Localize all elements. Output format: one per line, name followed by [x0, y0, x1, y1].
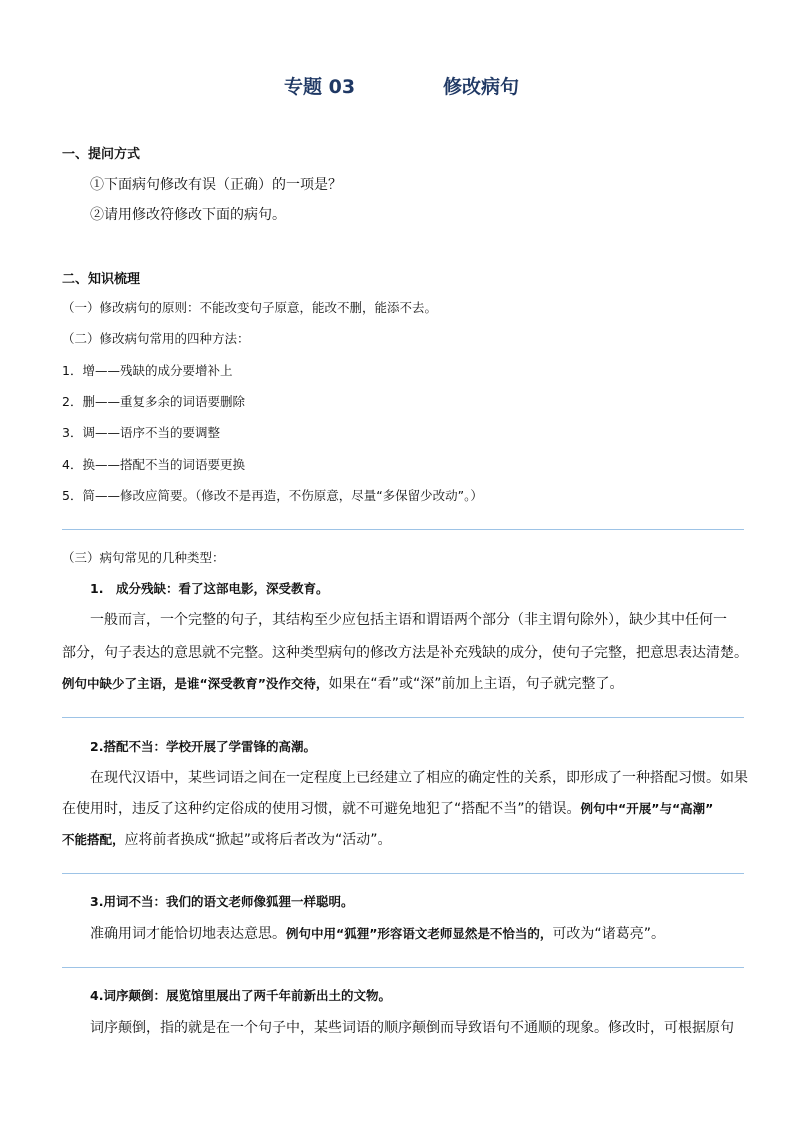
- types-intro: （三）病句常见的几种类型：: [62, 550, 225, 565]
- type3-text: 准确用词才能恰切地表达意思。: [90, 926, 286, 942]
- divider: [62, 967, 744, 968]
- type1-example-note: 例句中缺少了主语，是谁“深受教育”没作交待，: [62, 676, 329, 691]
- method-item: 3．调——语序不当的要调整: [62, 425, 220, 440]
- principle-line: [62, 298, 437, 316]
- type2-heading: 2.搭配不当：学校开展了学雷锋的高潮。: [90, 739, 316, 754]
- method-item: 2．删——重复多余的词语要删除: [62, 394, 245, 409]
- type1-line1: 一般而言，一个完整的句子，其结构至少应包括主语和谓语两个部分（非主谓句除外），缺少其中任何一: [90, 612, 727, 628]
- section2-heading: 二、知识梳理: [62, 272, 141, 287]
- type1-line3: [62, 673, 623, 693]
- question-item-2: ②请用修改符修改下面的病句。: [90, 207, 286, 223]
- type3-example: 例句中用“狐狸”形容语文老师显然是不恰当的，: [286, 926, 553, 941]
- type3-fix: 可改为“诸葛亮”。: [552, 926, 665, 942]
- divider: [62, 873, 744, 874]
- type2-line2-text: 在使用时，违反了这种约定俗成的使用习惯，就不可避免地犯了“搭配不当”的错误。: [62, 801, 581, 817]
- type2-line3: [62, 829, 392, 849]
- methods-intro: （二）修改病句常用的四种方法：: [62, 331, 250, 346]
- method-item: 4．换——搭配不当的词语要更换: [62, 457, 245, 472]
- type1-line2: 部分，句子表达的意思就不完整。这种类型病句的修改方法是补充残缺的成分，使句子完整，把意思表达清楚。: [62, 645, 748, 661]
- type3-heading: 3.用词不当：我们的语文老师像狐狸一样聪明。: [90, 894, 354, 909]
- type2-line3-example: 不能搭配，: [62, 832, 125, 847]
- type4-line1: 词序颠倒，指的就是在一个句子中，某些词语的顺序颠倒而导致语句不通顺的现象。修改时，可根据原句: [90, 1020, 734, 1036]
- type1-heading: 1. 成分残缺：看了这部电影，深受教育。: [90, 581, 329, 596]
- type2-line1: 在现代汉语中，某些词语之间在一定程度上已经建立了相应的确定性的关系，即形成了一种搭配习惯。如果: [90, 770, 748, 786]
- method-item: 1．增——残缺的成分要增补上: [62, 363, 233, 378]
- page-title: 修改病句: [443, 76, 520, 98]
- question-item-1: ①下面病句修改有误（正确）的一项是？: [90, 177, 342, 193]
- principle-text: （一）修改病句的原则：不能改变句子原意，能改不删，能添不去。: [62, 300, 438, 315]
- type4-heading: 4.词序颠倒：展览馆里展出了两千年前新出土的文物。: [90, 988, 391, 1003]
- divider: [62, 717, 744, 718]
- type2-line2: [62, 798, 713, 818]
- method-item: 5．简——修改应简要。（修改不是再造，不伤原意，尽量“多保留少改动”。）: [62, 488, 483, 503]
- type2-line3-text: 应将前者换成“掀起”或将后者改为“活动”。: [124, 832, 392, 848]
- divider: [62, 529, 744, 530]
- type2-line2-example: 例句中“开展”与“高潮”: [580, 801, 714, 816]
- page-title-number: 专题 03: [284, 76, 356, 98]
- type1-fix-note: 如果在“看”或“深”前加上主语，句子就完整了。: [328, 676, 624, 692]
- type3-line1: [90, 923, 665, 943]
- section1-heading: 一、提问方式: [62, 147, 141, 162]
